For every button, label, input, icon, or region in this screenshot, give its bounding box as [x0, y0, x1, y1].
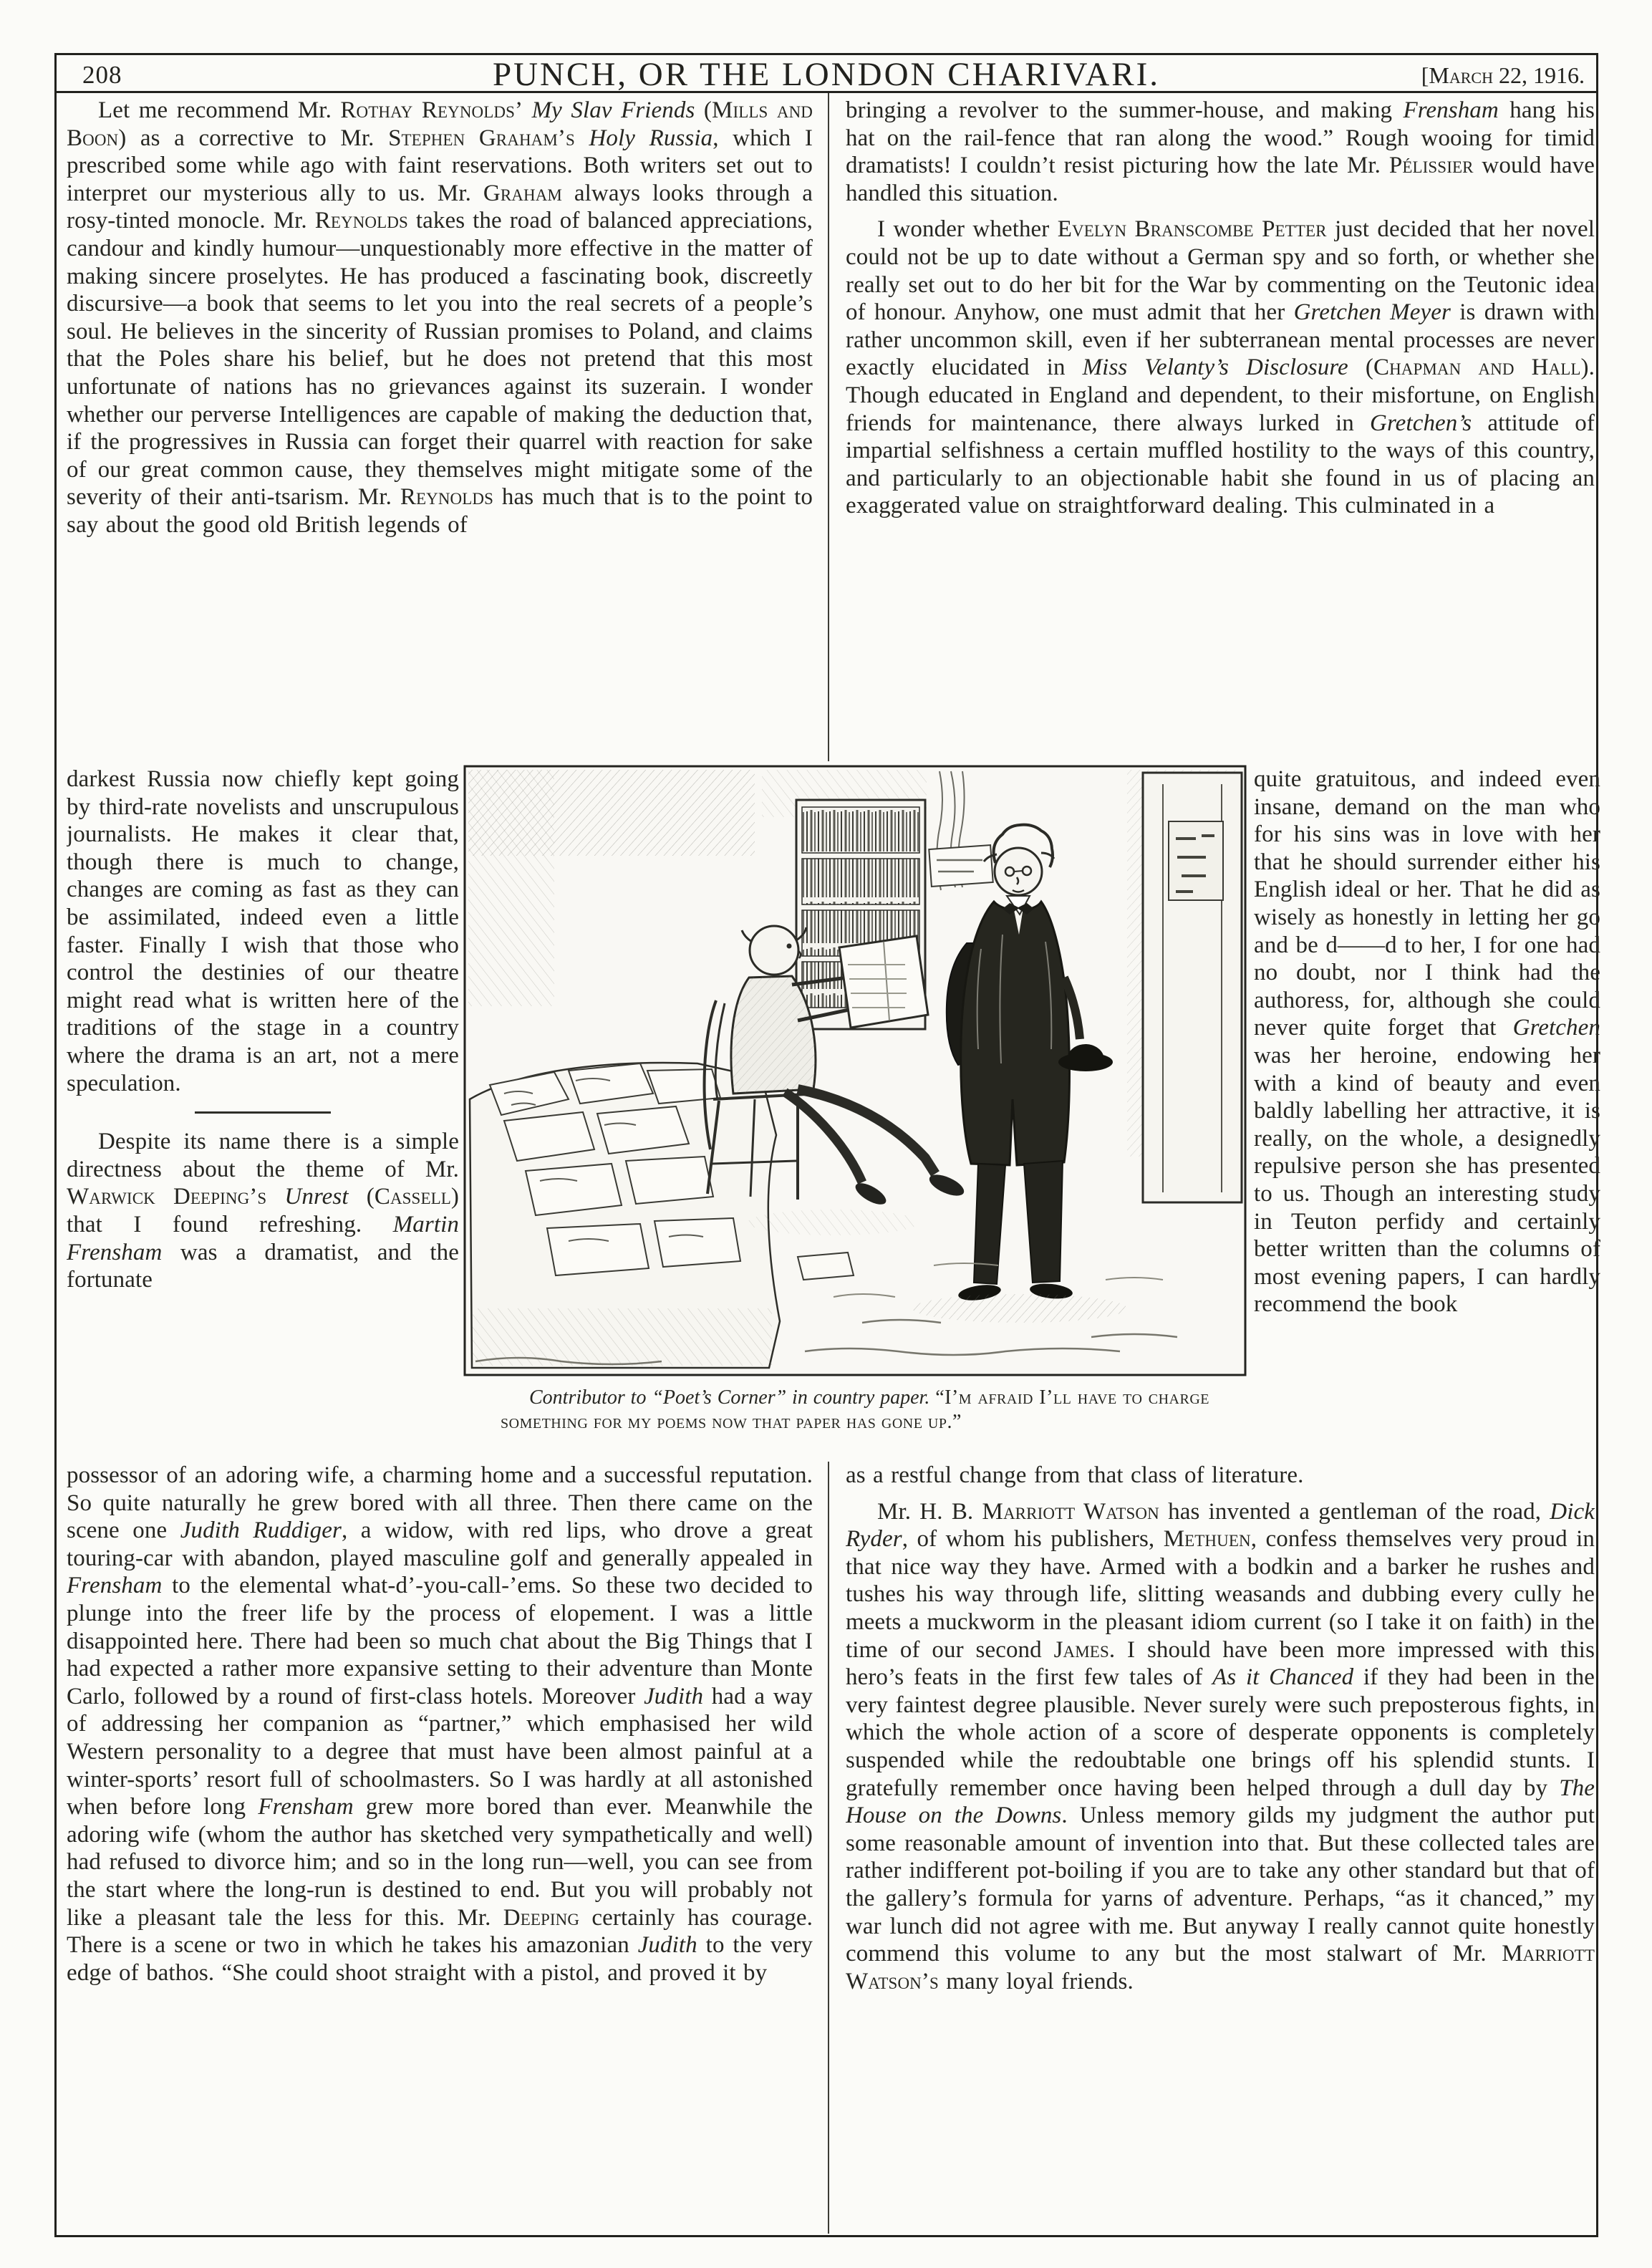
review-petter-continued-text: quite gratuitous, and indeed even insane, demand on the man who for his sins was in love with her that he should surrender either his English ideal or her. That he did as wisely as honestly in letting her go and be d——d to her, I for one had no doubt, nor I think had the authoress, for, although she could never quite forget that Gretchen was her heroine, endowing her with a kind of beauty and even baldly labelling her attractive, it is really, on the whole, a designedly repulsive person she has presented to us. Though an interesting study in Teuton perfidy and certainly better written than the columns of most evening papers, I can hardly recommend the book — [1254, 766, 1600, 1318]
right-column-bottom — [846, 1462, 1595, 1995]
page-border-frame — [54, 53, 1598, 2237]
page-header — [57, 55, 1596, 91]
review-deeping-continued-left-text: possessor of an adoring wife, a charming home and a successful reputation. So quite naturally he grew bored with all three. Then there came on the scene one Judith Ruddiger, a widow, with red lips, who drove a great touring-car with abandon, played masculine golf and generally appealed in Frensham to the elemental what-d’-you-call-’ems. So these two decided to plunge into the freer life by the process of elopement. I was a little disappointed here. There had been so much chat about the Big Things that I had expected a rather more expansive setting to their adventure than Monte Carlo, followed by a round of first-class hotels. Moreover Judith had a way of addressing her companion as “partner,” which emphasised her wild Western personality to a degree that must have been almost painful at a winter-sports’ resort full of schoolmasters. So I was hardly at all astonished when before long Frensham grew more bored than ever. Meanwhile the adoring wife (whom the author has sketched very sympathetically and well) had refused to divorce him; and so in the long run—well, you can see from the start where the long-run is destined to end. But you will probably not like a pleasant tale the less for this. Mr. Deeping certainly has courage. There is a scene or two in which he takes his amazonian Judith to the very edge of bathos. “She could shoot straight with a pistol, and proved it by — [67, 1462, 813, 1986]
left-column-bottom — [67, 1462, 813, 1987]
pinned-note — [929, 845, 992, 887]
column-divider-bottom — [828, 1462, 829, 2234]
left-column-beside-figure — [67, 766, 459, 1294]
review-deeping-continued-text: bringing a revolver to the summer-house, and making Frensham hang his hat on the rail-fence that ran along the wood.” Rough wooing for timid dramatists! I couldn’t resist picturing how the late Mr. Pélissier would have handled this situation. — [846, 97, 1595, 206]
review-petter-end-text: as a restful change from that class of literature. — [846, 1462, 1304, 1488]
review-reynolds-text: Let me recommend Mr. Rothay Reynolds’ My Slav Friends (Mills and Boon) as a corrective to Mr. Stephen Graham’s Holy Russia, which I prescribed some while ago with faint reservations. Both writers set out to interpret our mysterious ally to us. Mr. Graham always looks through a rosy-tinted monocle. Mr. Reynolds takes the road of balanced appreciations, candour and kindly humour—unquestionably more effective in the matter of making sincere proselytes. He has produced a fascinating book, discreetly discursive—a book that seems to let you into the real secrets of a people’s soul. He believes in the sincerity of Russian promises to Poland, and claims that the Poles share his belief, but he does not pretend that this most unfortunate of nations has no grievances against its suzerain. I wonder whether our perverse Intelligences are capable of making the deduction that, if the progressives in Russia can forget their quarrel with reaction for sake of our great common cause, they themselves might mitigate some of the severity of their anti-tsarism. Mr. Reynolds has much that is to the point to say about the good old British legends of — [67, 97, 813, 538]
review-deeping-text: Despite its name there is a simple directness about the theme of Mr. Warwick Deeping’s Unrest (Cassell) that I found refreshing. Martin Frensham was a dramatist, and the fortunate — [67, 1129, 459, 1293]
review-petter-text: I wonder whether Evelyn Branscombe Petter just decided that her novel could not be up to date without a German spy and so forth, or whether she really set out to do her bit for the War by commenting on the Teutonic idea of honour. Anyhow, one must admit that her Gretchen Meyer is drawn with rather uncommon skill, even if her subterranean mental processes are never exactly elucidated in Miss Velanty’s Disclosure (Chapman and Hall). Though educated in England and dependent, to their misfortune, on English friends for maintenance, there always lurked in Gretchen’s attitude of impartial selfishness a certain muffled hostility to the ways of this country, and particularly to an objectionable habit she found in us of placing an exaggerated value on straightforward dealing. This culminated in a — [846, 216, 1595, 519]
caption-attribution: Contributor to “Poet’s Corner” in country paper. — [529, 1386, 930, 1409]
issue-date: [March 22, 1916. — [1421, 62, 1585, 88]
cartoon-illustration — [460, 763, 1250, 1434]
left-column-top — [67, 97, 813, 539]
right-column-beside-figure — [1254, 766, 1600, 1318]
right-column-top — [846, 97, 1595, 520]
page-number: 208 — [82, 61, 122, 89]
wall-sign — [1169, 821, 1223, 900]
masthead-title: PUNCH, OR THE LONDON CHARIVARI. — [492, 56, 1161, 93]
header-rule — [57, 91, 1596, 93]
newspaper — [839, 936, 928, 1028]
cartoon-caption — [501, 1386, 1209, 1434]
caption-speech: “I’m afraid I’ll have to charge something for my poems now that paper has gone up.” — [501, 1386, 1210, 1433]
column-divider-top — [828, 93, 829, 761]
review-marriott-watson-text: Mr. H. B. Marriott Watson has invented a gentleman of the road, Dick Ryder, of whom his publishers, Methuen, confess themselves very proud in that nice way they have. Armed with a bodkin and a barker he rushes and tushes his way through life, slitting weasands and dubbing every cully he meets a muckworm in the pleasant idiom current (so I take it on faith) in the time of our second James. I should have been more impressed with this hero’s feats in the first few tales of As it Chanced if they had been in the very faintest degree plausible. Never surely were such preposterous fights, in which the whole action of a score of desperate opponents is completely suspended while the redoubtable one brings off his splendid stunts. I gratefully remember once having been helped through a dull day by The House on the Downs. Unless memory gilds my judgment the author put some reasonable amount of invention into that. But these collected tales are rather indifferent pot-boiling if you are to take any other standard but that of the gallery’s formula for yarns of adventure. Perhaps, “as it chanced,” my war lunch did not agree with me. But anyway I really cannot quite honestly commend this volume to any but the most stalwart of Mr. Marriott Watson’s many loyal friends. — [846, 1498, 1595, 1994]
cartoon-drawing — [460, 763, 1250, 1379]
paragraph-divider-rule — [195, 1111, 331, 1114]
desk-with-papers — [470, 1063, 780, 1368]
review-reynolds-continued-text: darkest Russia now chiefly kept going by third-rate novelists and unscrupulous journalists. He makes it clear that, though there is much to change, changes are coming as fast as they can be assimilated, indeed even a little faster. Finally I wish that those who control the destinies of our theatre might read what is written here of the traditions of the stage in a country where the drama is an art, not a mere speculation. — [67, 766, 459, 1096]
